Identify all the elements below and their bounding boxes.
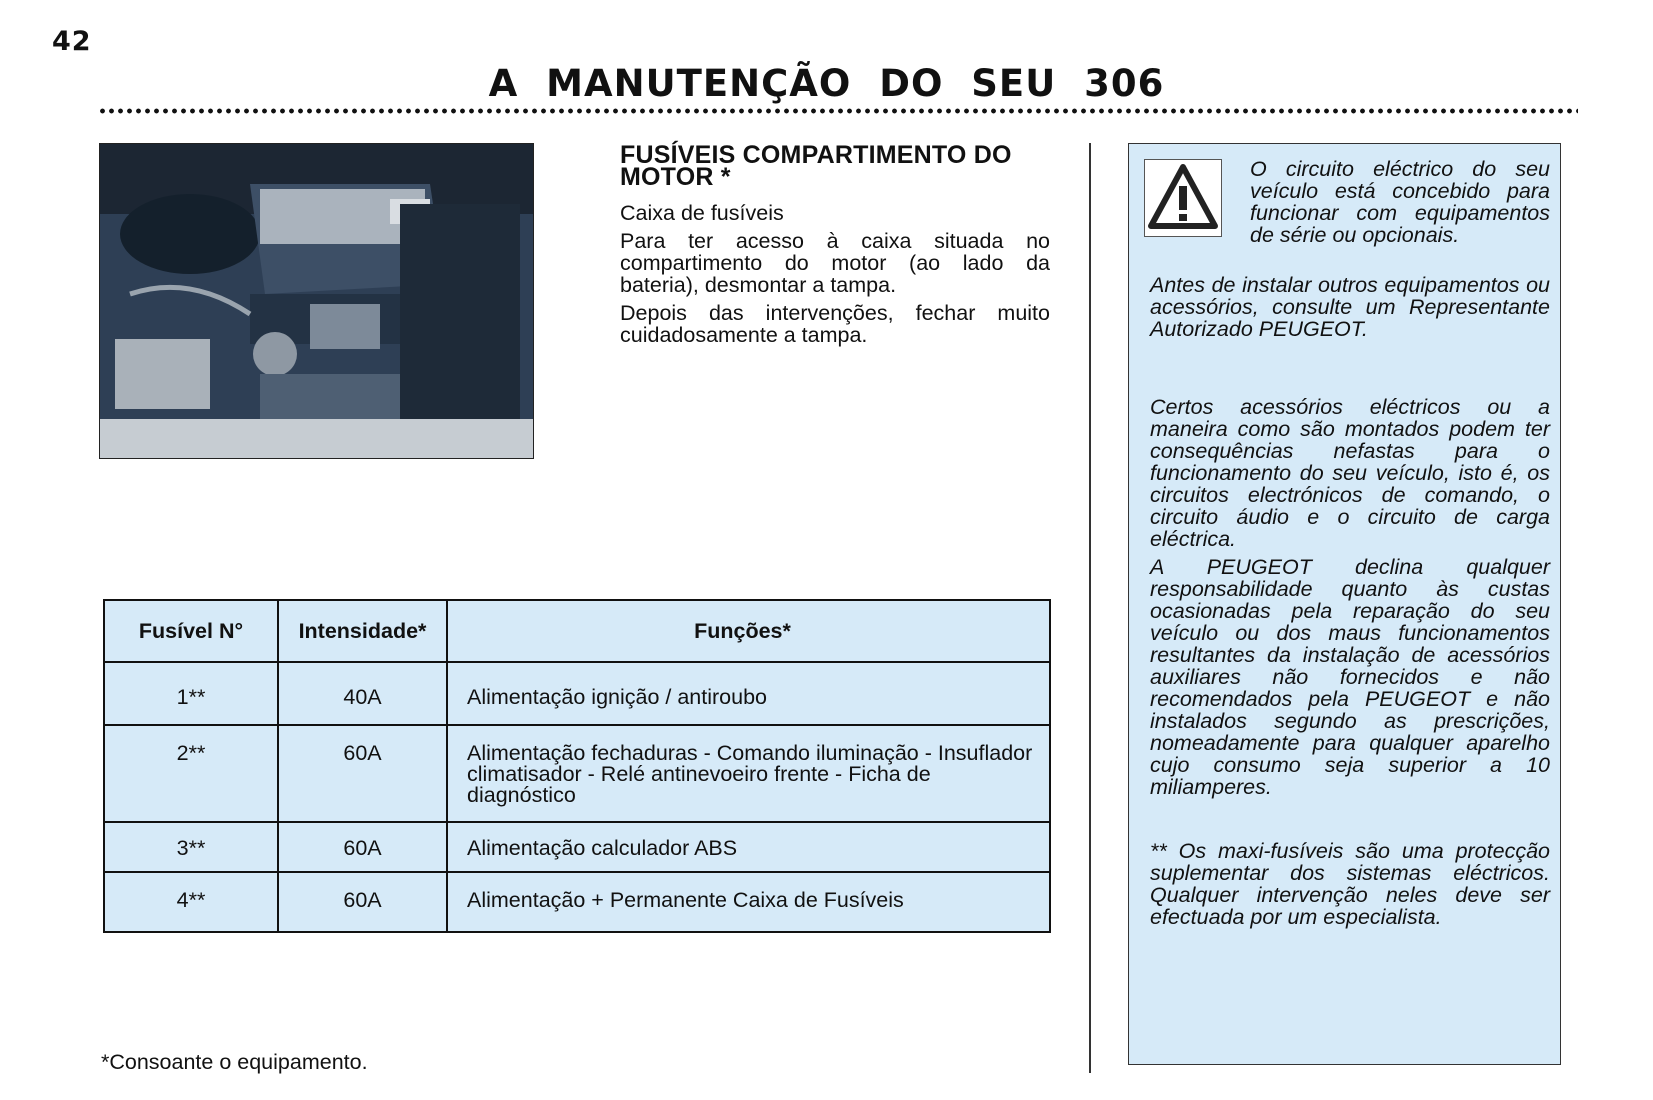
table-row <box>104 662 1050 725</box>
engine-compartment-photo <box>99 143 534 459</box>
section-subheading: Caixa de fusíveis <box>620 201 784 225</box>
column-header-intensity: Intensidade* <box>278 600 447 662</box>
column-header-functions: Funções* <box>447 600 1050 662</box>
fuse-intensity: 60A <box>278 822 447 872</box>
table-row <box>104 872 1050 932</box>
page-number: 42 <box>52 26 92 57</box>
fuse-number: 4** <box>104 872 278 932</box>
warning-triangle-icon <box>1144 159 1222 237</box>
fuse-function: Alimentação fechaduras - Comando iluminação - Insuflador climatisador - Relé antinevoeiro frente - Ficha de diagnóstico <box>447 725 1050 822</box>
fuse-intensity: 60A <box>278 725 447 822</box>
fuse-intensity: 60A <box>278 872 447 932</box>
page-title: A MANUTENÇÃO DO SEU 306 <box>488 62 1165 105</box>
fuse-number: 3** <box>104 822 278 872</box>
column-divider <box>1089 143 1091 1073</box>
section-paragraph: Para ter acesso à caixa situada no compartimento do motor (ao lado da bateria), desmontar a tampa. <box>620 229 1050 297</box>
footnote: *Consoante o equipamento. <box>101 1050 368 1074</box>
fuse-table <box>103 599 1051 933</box>
warning-text: A PEUGEOT declina qualquer responsabilidade quanto às custas ocasionadas pela reparação do seu veículo ou dos maus funcionamentos resultantes da instalação de acessórios auxiliares não fornecidos e não recomendados pela PEUGEOT e não instalados segundo as prescrições, nomeadamente para qualquer aparelho cujo consumo seja superior a 10 miliamperes. <box>1150 555 1550 799</box>
fuse-function: Alimentação ignição / antiroubo <box>447 662 1050 725</box>
warning-text: Antes de instalar outros equipamentos ou acessórios, consulte um Representante Autorizado PEUGEOT. <box>1150 273 1550 341</box>
fuse-number: 1** <box>104 662 278 725</box>
fuse-function: Alimentação + Permanente Caixa de Fusíveis <box>447 872 1050 932</box>
warning-box <box>1128 143 1561 1065</box>
table-row <box>104 725 1050 822</box>
table-row <box>104 822 1050 872</box>
warning-text: O circuito eléctrico do seu veículo está concebido para funcionar com equipamentos de série ou opcionais. <box>1250 157 1550 247</box>
warning-text: Certos acessórios eléctricos ou a maneira como são montados podem ter consequências nefastas para o funcionamento do seu veículo, isto é, os circuitos electrónicos de comando, o circuito áudio e o circuito de carga eléctrica. <box>1150 395 1550 551</box>
table-header-row <box>104 600 1050 662</box>
fuse-function: Alimentação calculador ABS <box>447 822 1050 872</box>
section-heading: FUSÍVEIS COMPARTIMENTO DO MOTOR * <box>620 141 1012 191</box>
fuse-intensity: 40A <box>278 662 447 725</box>
section-paragraph: Depois das intervenções, fechar muito cuidadosamente a tampa. <box>620 301 1050 347</box>
section-main-column <box>620 141 1050 352</box>
warning-note: ** Os maxi-fusíveis são uma protecção suplementar dos sistemas eléctricos. Qualquer intervenção neles deve ser efectuada por um especialista. <box>1150 839 1550 929</box>
fuse-number: 2** <box>104 725 278 822</box>
column-header-fuse-number: Fusível N° <box>104 600 278 662</box>
dotted-divider <box>98 108 1578 114</box>
